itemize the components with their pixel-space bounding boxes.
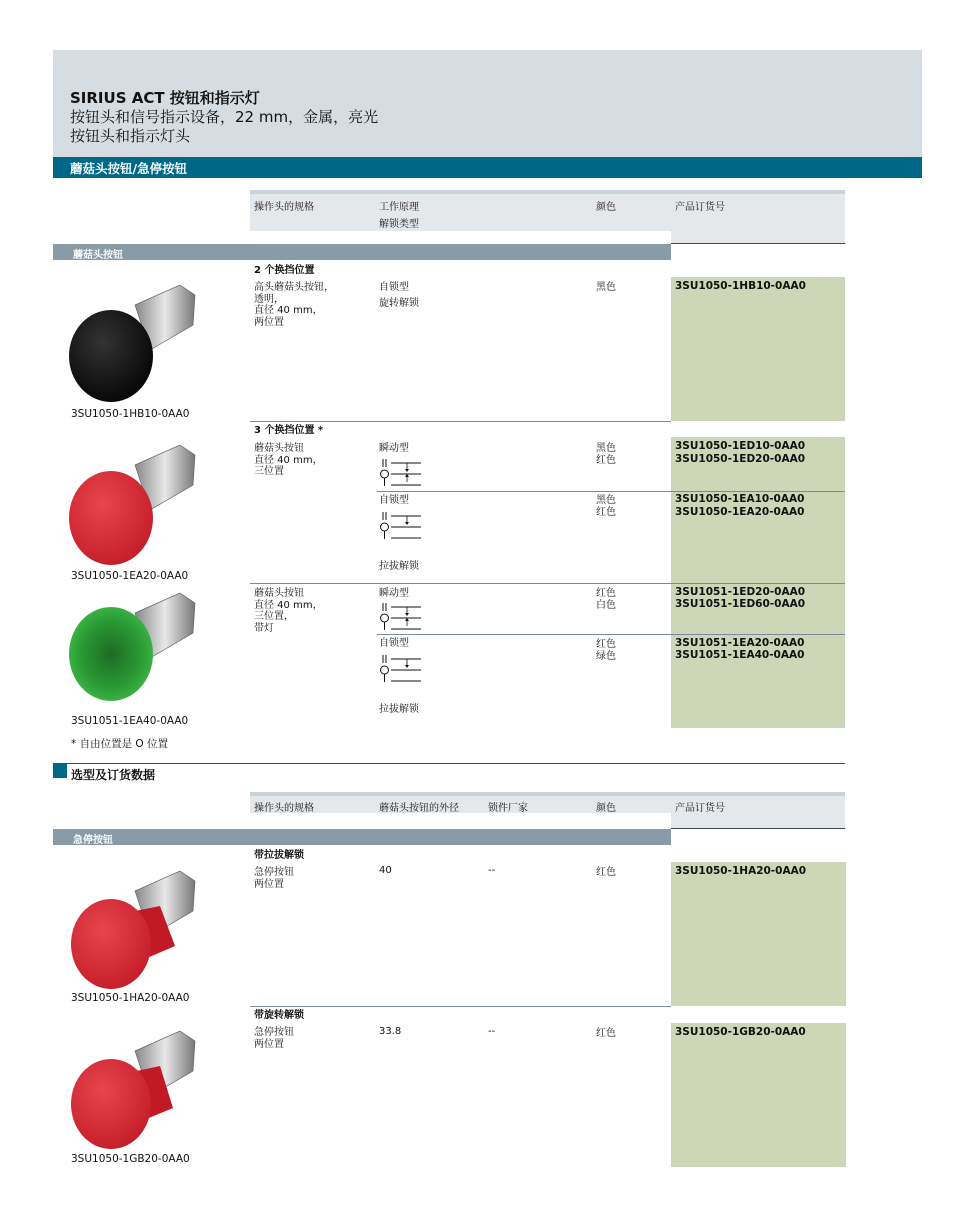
order-cell-bg (671, 1023, 846, 1167)
group1-desc: 高头蘑菇头按钮， 透明， 直径 40 mm， 两位置 (254, 282, 334, 328)
group3-row1-colors: 红色 白色 (596, 588, 616, 611)
table2-header-order-line (671, 828, 845, 829)
group1-release: 旋转解锁 (379, 298, 419, 309)
button-image-black (65, 280, 205, 410)
group3-row1-order-1: 3SU1051-1ED20-0AA0 (675, 586, 806, 598)
row2-color: 红色 (596, 1028, 616, 1039)
row2-desc: 急停按钮 两位置 (254, 1027, 294, 1050)
group2-row1-order-1: 3SU1050-1ED10-0AA0 (675, 440, 806, 452)
group3-row2-release: 拉拔解锁 (379, 704, 419, 715)
category-bar-emergency (53, 829, 671, 845)
table1-col-color: 颜色 (596, 202, 616, 213)
row-divider (250, 1006, 671, 1007)
row2-lock: -- (488, 1026, 496, 1037)
order-cell-bg (671, 862, 846, 1006)
group2-row2-principle: 自锁型 (379, 495, 409, 506)
group3-row2-order-2: 3SU1051-1EA40-0AA0 (675, 649, 805, 661)
group1-image-caption: 3SU1050-1HB10-0AA0 (71, 408, 190, 420)
table1-header-gap (250, 231, 671, 243)
row1-diameter: 40 (379, 865, 392, 876)
category-label: 急停按钮 (73, 835, 113, 846)
table1-col-spec: 操作头的规格 (254, 202, 314, 213)
table2-col-spec: 操作头的规格 (254, 803, 314, 814)
category-bar-mushroom (53, 244, 671, 260)
order-cell-bg (671, 277, 845, 421)
row2-title: 带旋转解锁 (254, 1010, 304, 1021)
group2-row1-colors: 黑色 红色 (596, 443, 616, 466)
latching-contact-icon (379, 510, 427, 542)
group2-row2-release: 拉拔解锁 (379, 561, 419, 572)
row-divider (377, 634, 845, 635)
row2-diameter: 33.8 (379, 1026, 402, 1037)
title-line-1: SIRIUS ACT 按钮和指示灯 (70, 89, 260, 107)
group2-row1-order-2: 3SU1050-1ED20-0AA0 (675, 453, 806, 465)
row-divider (377, 491, 845, 492)
group2-image-caption: 3SU1050-1EA20-0AA0 (71, 570, 189, 582)
group3-row1-order-2: 3SU1051-1ED60-0AA0 (675, 598, 806, 610)
group2-row2-order-2: 3SU1050-1EA20-0AA0 (675, 506, 805, 518)
section2-line (53, 763, 845, 764)
row2-image-caption: 3SU1050-1GB20-0AA0 (71, 1153, 190, 1165)
table1-col-order: 产品订货号 (675, 202, 725, 213)
row-divider (250, 421, 671, 422)
category-label: 蘑菇头按钮 (73, 250, 123, 261)
row1-title: 带拉拔解锁 (254, 850, 304, 861)
row1-color: 红色 (596, 867, 616, 878)
section2-marker (53, 764, 67, 778)
footnote: * 自由位置是 O 位置 (71, 738, 169, 750)
button-image-estop-pull (65, 866, 205, 996)
table1-col-principle: 工作原理 (379, 202, 419, 213)
section-bar-label: 蘑菇头按钮/急停按钮 (70, 161, 188, 176)
group2-row1-principle: 瞬动型 (379, 443, 409, 454)
row1-order: 3SU1050-1HA20-0AA0 (675, 865, 807, 877)
group3-image-caption: 3SU1051-1EA40-0AA0 (71, 715, 189, 727)
group2-title: 3 个换挡位置 * (254, 425, 324, 436)
group3-row2-principle: 自锁型 (379, 638, 409, 649)
row1-desc: 急停按钮 两位置 (254, 867, 294, 890)
button-image-estop-twist (65, 1026, 205, 1156)
group3-desc: 蘑菇头按钮 直径 40 mm， 三位置， 带灯 (254, 588, 323, 634)
momentary-contact-icon (379, 601, 427, 633)
row1-lock: -- (488, 865, 496, 876)
section-bar (53, 157, 922, 178)
group2-desc: 蘑菇头按钮 直径 40 mm， 三位置 (254, 443, 323, 477)
group3-row2-order-1: 3SU1051-1EA20-0AA0 (675, 637, 805, 649)
latching-contact-icon (379, 653, 427, 685)
row2-order: 3SU1050-1GB20-0AA0 (675, 1026, 806, 1038)
button-image-red (65, 440, 205, 570)
title-line-2: 按钮头和信号指示设备，22 mm，金属，亮光 (70, 108, 379, 126)
button-image-green (65, 588, 205, 718)
table2-col-diameter: 蘑菇头按钮的外径 (379, 803, 459, 814)
momentary-contact-icon (379, 457, 427, 489)
table2-col-order: 产品订货号 (675, 803, 725, 814)
row1-image-caption: 3SU1050-1HA20-0AA0 (71, 992, 190, 1004)
table2-col-color: 颜色 (596, 803, 616, 814)
table1-col-release: 解锁类型 (379, 219, 419, 230)
group1-principle: 自锁型 (379, 282, 409, 293)
table1-header-order-line (671, 243, 845, 244)
section2-title: 选型及订货数据 (71, 768, 156, 782)
table2-col-lock: 锁件厂家 (488, 803, 528, 814)
group2-row2-colors: 黑色 红色 (596, 495, 616, 518)
title-line-3: 按钮头和指示灯头 (70, 127, 191, 145)
group3-row1-principle: 瞬动型 (379, 588, 409, 599)
group3-row2-colors: 红色 绿色 (596, 639, 616, 662)
group1-color: 黑色 (596, 282, 616, 293)
page-title (70, 89, 378, 146)
group1-title: 2 个换挡位置 (254, 265, 315, 276)
group1-order: 3SU1050-1HB10-0AA0 (675, 280, 806, 292)
group2-row2-order-1: 3SU1050-1EA10-0AA0 (675, 493, 805, 505)
